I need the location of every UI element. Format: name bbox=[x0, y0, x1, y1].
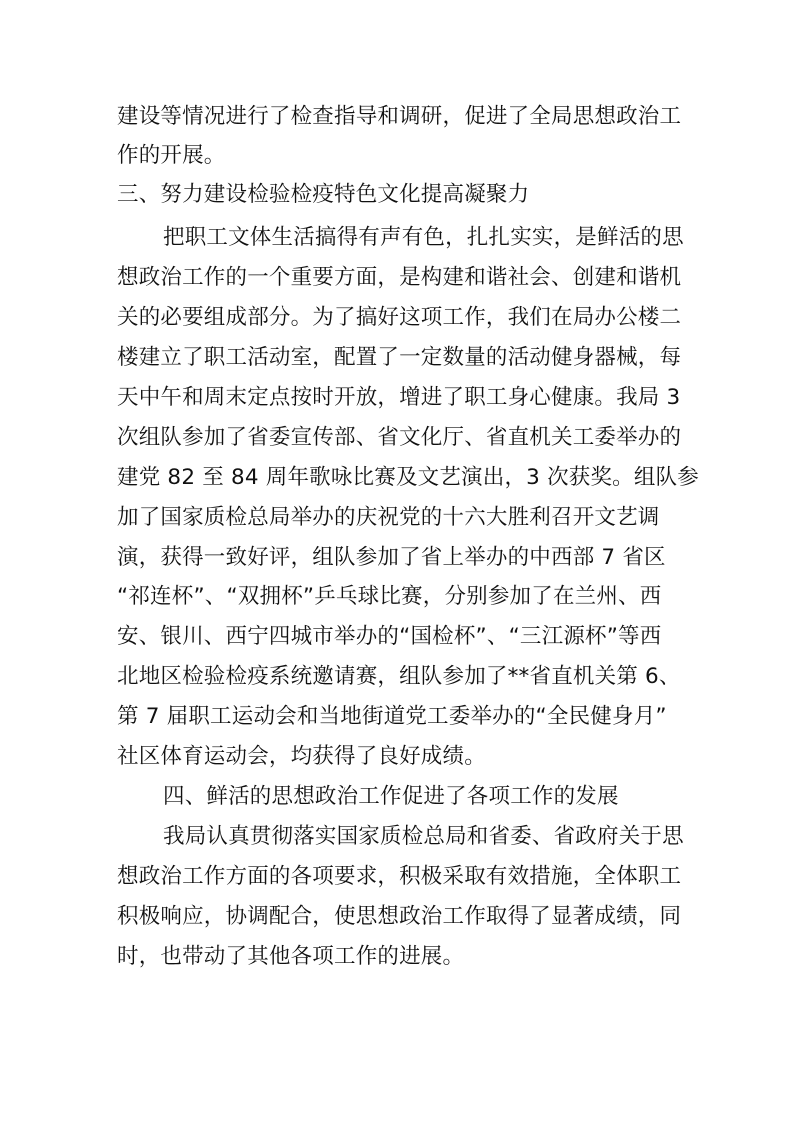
text-line: 社区体育运动会，均获得了良好成绩。 bbox=[117, 744, 486, 769]
text-line: 演，获得一致好评，组队参加了省上举办的中西部 7 省区 bbox=[117, 545, 666, 570]
text-line: 建党 82 至 84 周年歌咏比赛及文艺演出，3 次获奖。组队参 bbox=[117, 465, 699, 490]
section-heading: 四、鲜活的思想政治工作促进了各项工作的发展 bbox=[163, 784, 619, 809]
text-line: “祁连杯”、“双拥杯”乒乓球比赛，分别参加了在兰州、西 bbox=[117, 584, 662, 609]
text-line: 第 7 届职工运动会和当地街道党工委举办的“全民健身月” bbox=[117, 704, 667, 729]
text-line: 安、银川、西宁四城市举办的“国检杯”、“三江源杯”等西 bbox=[117, 624, 662, 649]
text-line: 建设等情况进行了检查指导和调研，促进了全局思想政治工 bbox=[117, 104, 682, 129]
text-line: 积极响应，协调配合，使思想政治工作取得了显著成绩，同 bbox=[117, 904, 682, 929]
text-line: 加了国家质检总局举办的庆祝党的十六大胜利召开文艺调 bbox=[117, 505, 660, 530]
text-line: 把职工文体生活搞得有声有色，扎扎实实，是鲜活的思 bbox=[163, 225, 684, 250]
text-line: 想政治工作方面的各项要求，积极采取有效措施，全体职工 bbox=[117, 864, 682, 889]
text-line: 作的开展。 bbox=[117, 143, 226, 168]
text-line: 北地区检验检疫系统邀请赛，组队参加了**省直机关第 6、 bbox=[117, 664, 681, 689]
text-line: 关的必要组成部分。为了搞好这项工作，我们在局办公楼二 bbox=[117, 305, 682, 330]
section-heading: 三、努力建设检验检疫特色文化提高凝聚力 bbox=[117, 182, 530, 207]
text-line: 时，也带动了其他各项工作的进展。 bbox=[117, 944, 465, 969]
text-line: 楼建立了职工活动室，配置了一定数量的活动健身器械，每 bbox=[117, 345, 682, 370]
text-line: 想政治工作的一个重要方面，是构建和谐社会、创建和谐机 bbox=[117, 265, 682, 290]
text-line: 天中午和周末定点按时开放，增进了职工身心健康。我局 3 bbox=[117, 385, 681, 410]
text-line: 我局认真贯彻落实国家质检总局和省委、省政府关于思 bbox=[163, 824, 684, 849]
text-line: 次组队参加了省委宣传部、省文化厅、省直机关工委举办的 bbox=[117, 425, 682, 450]
